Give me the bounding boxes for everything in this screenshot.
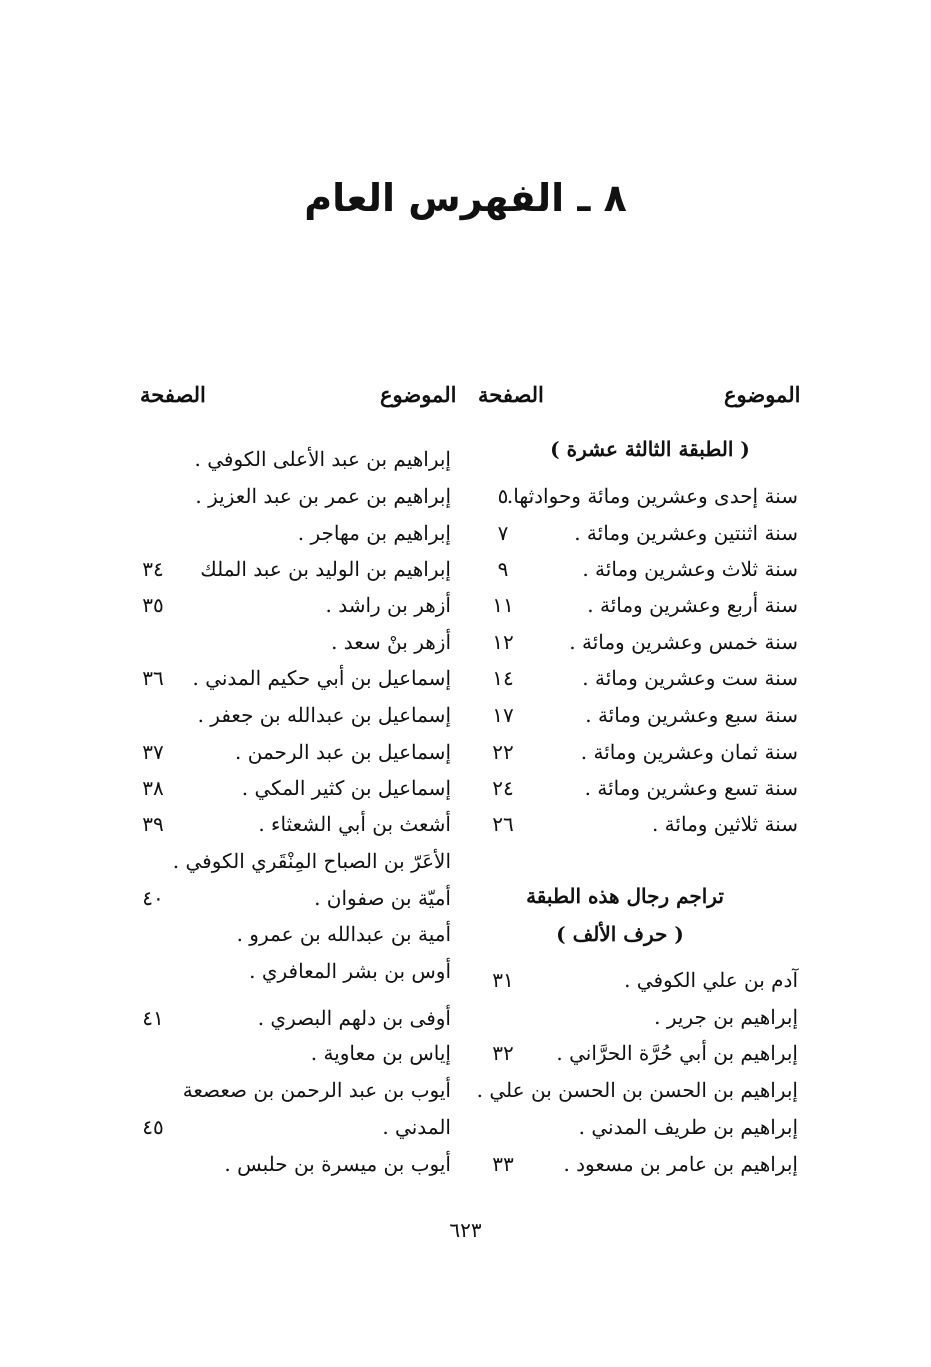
list-item: أيوب بن عبد الرحمن بن صعصعة [182, 1078, 451, 1102]
page-number: ٣١ [492, 968, 514, 992]
list-item: سنة ثمان وعشرين ومائة . [580, 740, 798, 764]
page-title: ٨ ـ الفهرس العام [304, 176, 627, 220]
list-item: سنة ست وعشرين ومائة . [582, 666, 798, 690]
page-number: ٣٧ [142, 740, 164, 764]
right-page-header: الصفحة [478, 382, 544, 407]
list-item: إبراهيم بن عامر بن مسعود . [563, 1152, 798, 1176]
list-item: إبراهيم بن طريف المدني . [578, 1115, 798, 1139]
list-item: أزهر بنْ سعد . [331, 630, 451, 654]
page-number: ١٤ [492, 666, 514, 690]
list-item: أمية بن عبدالله بن عمرو . [236, 922, 451, 946]
list-item: إبراهيم بن عمر بن عبد العزيز . [195, 484, 451, 508]
list-item: إسماعيل بن عبدالله بن جعفر . [197, 703, 451, 727]
list-item: إبراهيم بن جرير . [654, 1005, 798, 1029]
list-item: أزهر بن راشد . [325, 593, 451, 617]
page-number: ٣٨ [142, 776, 164, 800]
page-number: ٣٦ [142, 666, 164, 690]
letter-heading: ( حرف الألف ) [556, 922, 684, 946]
list-item: إبراهيم بن مهاجر . [297, 521, 451, 545]
list-item: سنة تسع وعشرين ومائة . [584, 776, 798, 800]
section-heading: ( الطبقة الثالثة عشرة ) [550, 437, 750, 461]
page-folio: ٦٢٣ [449, 1218, 482, 1242]
list-item: أيوب بن ميسرة بن حلبس . [224, 1152, 451, 1176]
list-item: إسماعيل بن أبي حكيم المدني . [192, 666, 451, 690]
page-number: ٣٢ [492, 1041, 514, 1065]
list-item: سنة ثلاث وعشرين ومائة . [582, 557, 798, 581]
page-number: ٤١ [142, 1006, 164, 1030]
page-number: ٢٢ [492, 740, 514, 764]
page-number: ١٧ [492, 703, 514, 727]
left-topic-header: الموضوع [380, 382, 457, 407]
page-number: ٤٥ [142, 1115, 164, 1139]
list-item: إبراهيم بن الوليد بن عبد الملك [200, 557, 451, 581]
page-number: ٤٠ [142, 886, 164, 910]
list-item: سنة أربع وعشرين ومائة . [587, 593, 798, 617]
list-item: سنة سبع وعشرين ومائة . [585, 703, 798, 727]
list-item: إسماعيل بن عبد الرحمن . [235, 740, 451, 764]
page-number: ٣٥ [142, 593, 164, 617]
page-number: ٥ [497, 484, 509, 508]
page-number: ٧ [497, 521, 509, 545]
page-number: ٣٤ [142, 557, 164, 581]
list-item: سنة إحدى وعشرين ومائة وحوادثها. [506, 484, 798, 508]
list-item: الأعَرّ بن الصباح المِنْقَري الكوفي . [172, 849, 451, 873]
page-number: ١٢ [492, 630, 514, 654]
list-item: سنة اثنتين وعشرين ومائة . [574, 521, 798, 545]
page-number: ٢٦ [492, 812, 514, 836]
page-number: ٩ [497, 557, 509, 581]
list-item: آدم بن علي الكوفي . [624, 968, 798, 992]
list-item: أميّة بن صفوان . [314, 886, 451, 910]
list-item: إياس بن معاوية . [310, 1041, 451, 1065]
page-number: ٢٤ [492, 776, 514, 800]
list-item: إبراهيم بن أبي حُرَّة الحرَّاني . [556, 1041, 798, 1065]
list-item: إسماعيل بن كثير المكي . [241, 776, 451, 800]
list-item: المدني . [382, 1115, 451, 1139]
page-number: ٣٩ [142, 812, 164, 836]
page-number: ١١ [492, 593, 514, 617]
biographies-heading: تراجم رجال هذه الطبقة [526, 884, 724, 908]
list-item: إبراهيم بن عبد الأعلى الكوفي . [194, 447, 451, 471]
list-item: سنة ثلاثين ومائة . [651, 812, 798, 836]
left-page-header: الصفحة [140, 382, 206, 407]
right-topic-header: الموضوع [724, 382, 801, 407]
list-item: سنة خمس وعشرين ومائة . [569, 630, 798, 654]
list-item: أوس بن بشر المعافري . [249, 959, 451, 983]
list-item: إبراهيم بن الحسن بن الحسن بن علي . [476, 1078, 798, 1102]
list-item: أوفى بن دلهم البصري . [257, 1006, 451, 1030]
list-item: أشعث بن أبي الشعثاء . [258, 812, 451, 836]
page-number: ٣٣ [492, 1152, 514, 1176]
